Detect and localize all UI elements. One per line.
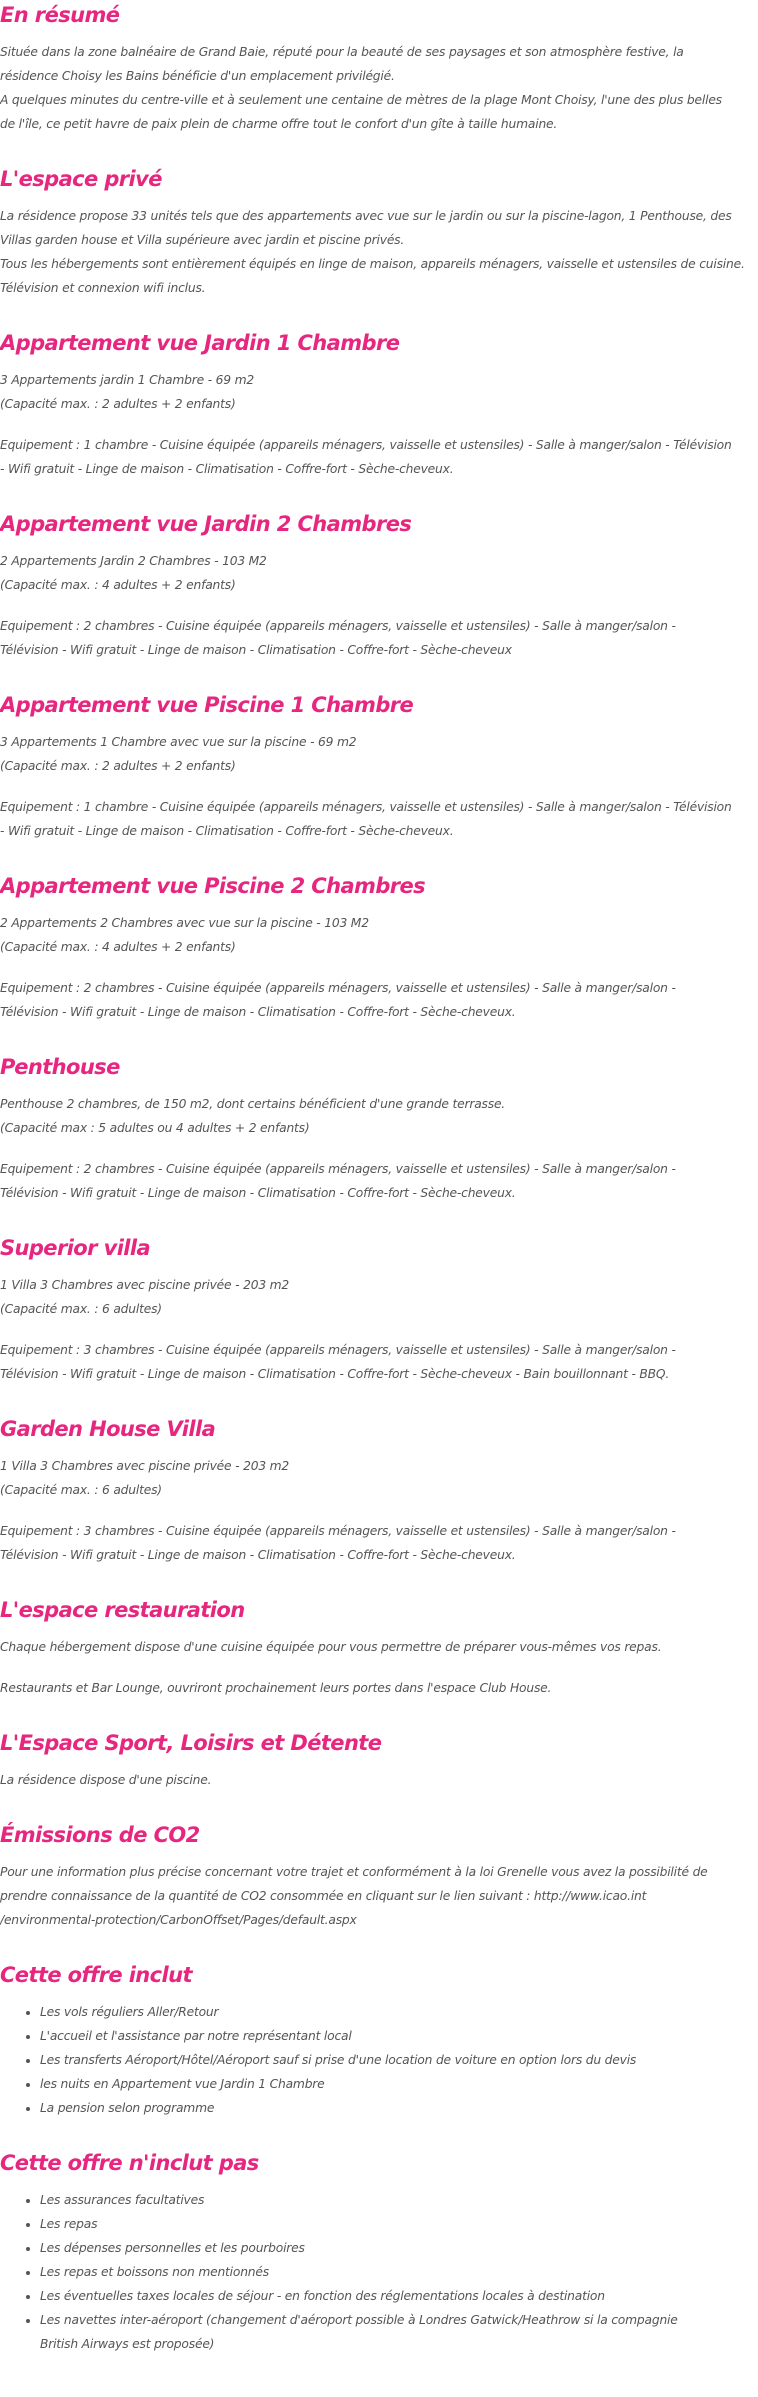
list-item: • La pension selon programme bbox=[40, 2096, 758, 2120]
text-line: A quelques minutes du centre-ville et à seulement une centaine de mètres de la plage Mont Choisy, l'une des plus belles bbox=[0, 93, 722, 107]
unit-desc: 3 Appartements jardin 1 Chambre - 69 m2 bbox=[0, 373, 255, 387]
unit-capacity: (Capacité max. : 6 adultes) bbox=[0, 1483, 162, 1497]
unit-desc: 1 Villa 3 Chambres avec piscine privée - 203 m2 bbox=[0, 1278, 290, 1292]
section-title: L'espace restauration bbox=[0, 1598, 245, 1622]
unit-jardin-1 bbox=[0, 328, 758, 481]
text-line: La résidence dispose d'une piscine. bbox=[0, 1773, 212, 1787]
section-title: Cette offre inclut bbox=[0, 1963, 192, 1987]
unit-equipment: Equipement : 2 chambres - Cuisine équipée (appareils ménagers, vaisselle et ustensiles) - Salle à manger/salon - bbox=[0, 1162, 676, 1176]
unit-equipment: Equipement : 1 chambre - Cuisine équipée (appareils ménagers, vaisselle et ustensiles) - Salle à manger/salon - Télévision bbox=[0, 438, 732, 452]
unit-equipment: Télévision - Wifi gratuit - Linge de maison - Climatisation - Coffre-fort - Sèche-cheveux - Bain bouillonnant - BBQ. bbox=[0, 1367, 670, 1381]
unit-jardin-2 bbox=[0, 509, 758, 662]
unit-title: Appartement vue Jardin 2 Chambres bbox=[0, 512, 412, 536]
section-title: En résumé bbox=[0, 3, 120, 27]
text-line: Située dans la zone balnéaire de Grand Baie, réputé pour la beauté de ses paysages et son atmosphère festive, la bbox=[0, 45, 684, 59]
unit-garden-house-villa bbox=[0, 1414, 758, 1567]
section-title: Cette offre n'inclut pas bbox=[0, 2151, 259, 2175]
unit-equipment: - Wifi gratuit - Linge de maison - Climatisation - Coffre-fort - Sèche-cheveux. bbox=[0, 462, 454, 476]
list-item: • L'accueil et l'assistance par notre représentant local bbox=[40, 2024, 758, 2048]
unit-title: Appartement vue Piscine 2 Chambres bbox=[0, 874, 426, 898]
text-line: Tous les hébergements sont entièrement équipés en linge de maison, appareils ménagers, vaisselle et ustensiles de cuisine. bbox=[0, 257, 745, 271]
unit-title: Appartement vue Jardin 1 Chambre bbox=[0, 331, 400, 355]
section-resume bbox=[0, 0, 758, 136]
section-title: L'espace privé bbox=[0, 167, 162, 191]
section-title: L'Espace Sport, Loisirs et Détente bbox=[0, 1731, 382, 1755]
unit-capacity: (Capacité max. : 6 adultes) bbox=[0, 1302, 162, 1316]
unit-title: Superior villa bbox=[0, 1236, 151, 1260]
list-item-line: Les navettes inter-aéroport (changement d'aéroport possible à Londres Gatwick/Heathrow si la compagnie bbox=[40, 2313, 678, 2327]
unit-capacity: (Capacité max. : 4 adultes + 2 enfants) bbox=[0, 578, 236, 592]
text-line: résidence Choisy les Bains bénéficie d'un emplacement privilégié. bbox=[0, 69, 395, 83]
unit-equipment: Equipement : 2 chambres - Cuisine équipée (appareils ménagers, vaisselle et ustensiles) - Salle à manger/salon - bbox=[0, 619, 676, 633]
section-inclut bbox=[0, 1960, 758, 2120]
section-sport bbox=[0, 1728, 758, 1792]
unit-piscine-2 bbox=[0, 871, 758, 1024]
unit-superior-villa bbox=[0, 1233, 758, 1386]
unit-desc: 1 Villa 3 Chambres avec piscine privée - 203 m2 bbox=[0, 1459, 290, 1473]
list-item: • Les assurances facultatives bbox=[40, 2188, 758, 2212]
unit-equipment: Télévision - Wifi gratuit - Linge de maison - Climatisation - Coffre-fort - Sèche-cheveux. bbox=[0, 1186, 516, 1200]
text-line: Villas garden house et Villa supérieure avec jardin et piscine privés. bbox=[0, 233, 405, 247]
unit-equipment: Equipement : 2 chambres - Cuisine équipée (appareils ménagers, vaisselle et ustensiles) - Salle à manger/salon - bbox=[0, 981, 676, 995]
text-line: prendre connaissance de la quantité de CO2 consommée en cliquant sur le lien suivant : http://www.icao.int bbox=[0, 1889, 647, 1903]
unit-equipment: Télévision - Wifi gratuit - Linge de maison - Climatisation - Coffre-fort - Sèche-cheveux. bbox=[0, 1005, 516, 1019]
text-line: Pour une information plus précise concernant votre trajet et conformément à la loi Grenelle vous avez la possibilité de bbox=[0, 1865, 708, 1879]
unit-equipment: Equipement : 3 chambres - Cuisine équipée (appareils ménagers, vaisselle et ustensiles) - Salle à manger/salon - bbox=[0, 1343, 676, 1357]
included-list bbox=[0, 2000, 758, 2120]
text-line: Chaque hébergement dispose d'une cuisine équipée pour vous permettre de préparer vous-mêmes vos repas. bbox=[0, 1640, 662, 1654]
section-restauration bbox=[0, 1595, 758, 1700]
text-line: Télévision et connexion wifi inclus. bbox=[0, 281, 206, 295]
list-item: • Les vols réguliers Aller/Retour bbox=[40, 2000, 758, 2024]
list-item: • Les dépenses personnelles et les pourboires bbox=[40, 2236, 758, 2260]
excluded-list bbox=[0, 2188, 758, 2356]
unit-desc: Penthouse 2 chambres, de 150 m2, dont certains bénéficient d'une grande terrasse. bbox=[0, 1097, 506, 1111]
unit-desc: 2 Appartements Jardin 2 Chambres - 103 M2 bbox=[0, 554, 267, 568]
list-item: • Les repas et boissons non mentionnés bbox=[40, 2260, 758, 2284]
list-item-line: British Airways est proposée) bbox=[40, 2337, 215, 2351]
unit-desc: 2 Appartements 2 Chambres avec vue sur la piscine - 103 M2 bbox=[0, 916, 369, 930]
unit-desc: 3 Appartements 1 Chambre avec vue sur la piscine - 69 m2 bbox=[0, 735, 357, 749]
unit-equipment: - Wifi gratuit - Linge de maison - Climatisation - Coffre-fort - Sèche-cheveux. bbox=[0, 824, 454, 838]
unit-title: Penthouse bbox=[0, 1055, 120, 1079]
unit-equipment: Equipement : 3 chambres - Cuisine équipée (appareils ménagers, vaisselle et ustensiles) - Salle à manger/salon - bbox=[0, 1524, 676, 1538]
unit-capacity: (Capacité max. : 2 adultes + 2 enfants) bbox=[0, 759, 236, 773]
unit-equipment: Télévision - Wifi gratuit - Linge de maison - Climatisation - Coffre-fort - Sèche-cheveux. bbox=[0, 1548, 516, 1562]
list-item bbox=[40, 2308, 758, 2356]
list-item: • Les repas bbox=[40, 2212, 758, 2236]
text-line: La résidence propose 33 unités tels que des appartements avec vue sur le jardin ou sur la piscine-lagon, 1 Penthouse, des bbox=[0, 209, 732, 223]
list-item: • Les transferts Aéroport/Hôtel/Aéroport sauf si prise d'une location de voiture en option lors du devis bbox=[40, 2048, 758, 2072]
list-item: • Les éventuelles taxes locales de séjour - en fonction des réglementations locales à destination bbox=[40, 2284, 758, 2308]
unit-title: Appartement vue Piscine 1 Chambre bbox=[0, 693, 414, 717]
section-espace-prive bbox=[0, 164, 758, 300]
section-co2 bbox=[0, 1820, 758, 1932]
list-item: • les nuits en Appartement vue Jardin 1 Chambre bbox=[40, 2072, 758, 2096]
unit-capacity: (Capacité max. : 2 adultes + 2 enfants) bbox=[0, 397, 236, 411]
unit-title: Garden House Villa bbox=[0, 1417, 216, 1441]
section-title: Émissions de CO2 bbox=[0, 1823, 200, 1847]
unit-equipment: Télévision - Wifi gratuit - Linge de maison - Climatisation - Coffre-fort - Sèche-cheveux bbox=[0, 643, 512, 657]
text-line: de l'île, ce petit havre de paix plein de charme offre tout le confort d'un gîte à taille humaine. bbox=[0, 117, 558, 131]
unit-piscine-1 bbox=[0, 690, 758, 843]
section-non-inclut bbox=[0, 2148, 758, 2356]
unit-equipment: Equipement : 1 chambre - Cuisine équipée (appareils ménagers, vaisselle et ustensiles) - Salle à manger/salon - Télévision bbox=[0, 800, 732, 814]
unit-penthouse bbox=[0, 1052, 758, 1205]
unit-capacity: (Capacité max. : 4 adultes + 2 enfants) bbox=[0, 940, 236, 954]
co2-link: /environmental-protection/CarbonOffset/Pages/default.aspx bbox=[0, 1913, 357, 1927]
text-line: Restaurants et Bar Lounge, ouvriront prochainement leurs portes dans l'espace Club House. bbox=[0, 1681, 552, 1695]
unit-capacity: (Capacité max : 5 adultes ou 4 adultes + 2 enfants) bbox=[0, 1121, 310, 1135]
